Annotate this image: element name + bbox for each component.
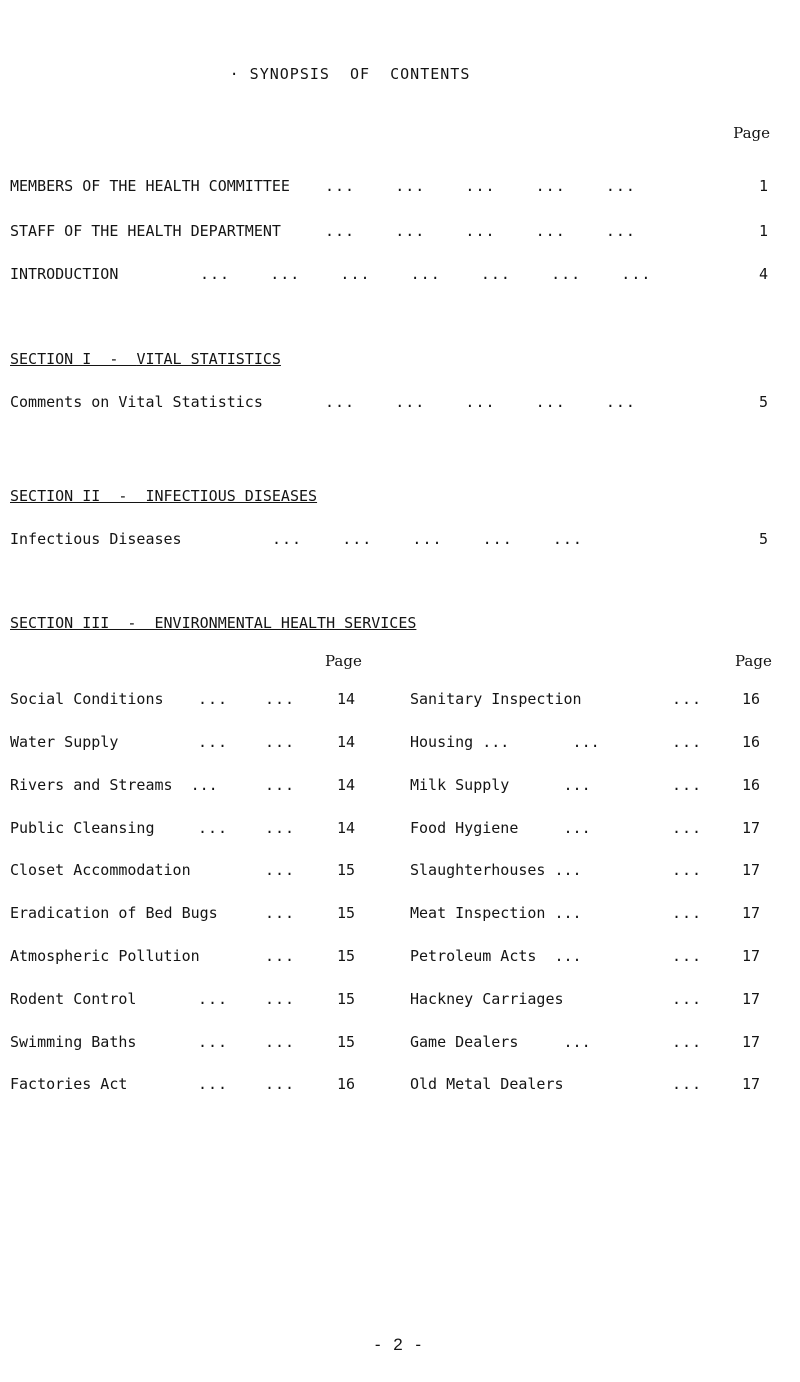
right-service-label: Food Hygiene ... — [410, 819, 591, 837]
page-column-header: Page — [733, 124, 770, 142]
right-service-label: Sanitary Inspection — [410, 690, 582, 708]
right-page-number: 17 — [742, 1075, 761, 1093]
leader-dots: ... ... ... ... ... ... ... — [200, 265, 652, 283]
left-service-label: Atmospheric Pollution — [10, 947, 200, 965]
leader-dots: ... — [672, 733, 703, 751]
left-service-label: Eradication of Bed Bugs — [10, 904, 218, 922]
right-page-number: 17 — [742, 947, 761, 965]
right-page-column-header: Page — [735, 652, 772, 670]
left-service-label: Rivers and Streams ... — [10, 776, 218, 794]
left-page-number: 15 — [337, 861, 356, 879]
toc-label: Comments on Vital Statistics — [10, 393, 263, 411]
left-page-number: 16 — [337, 1075, 356, 1093]
leader-dots: ... — [672, 1033, 703, 1051]
right-page-number: 16 — [742, 733, 761, 751]
leader-dots: ... ... ... ... ... — [325, 177, 636, 195]
toc-page-number: 1 — [758, 222, 768, 240]
leader-dots: ... ... ... ... ... — [272, 530, 583, 548]
right-page-number: 17 — [742, 861, 761, 879]
toc-entry-vital-statistics — [10, 393, 768, 415]
left-service-label: Social Conditions — [10, 690, 164, 708]
leader-dots: ... — [265, 690, 296, 708]
left-page-number: 14 — [337, 733, 356, 751]
toc-label: INTRODUCTION — [10, 265, 119, 283]
section-1-heading: SECTION I - VITAL STATISTICS — [10, 350, 281, 368]
services-row — [0, 1075, 800, 1097]
leader-dots: ... — [265, 947, 296, 965]
services-row — [0, 776, 800, 798]
services-row — [0, 904, 800, 926]
toc-entry-members — [10, 177, 768, 199]
left-page-number: 14 — [337, 690, 356, 708]
toc-page-number: 4 — [758, 265, 768, 283]
toc-entry-infectious-diseases — [10, 530, 768, 552]
leader-dots: ... — [198, 733, 229, 751]
leader-dots: ... — [265, 904, 296, 922]
left-service-label: Factories Act — [10, 1075, 128, 1093]
toc-label: STAFF OF THE HEALTH DEPARTMENT — [10, 222, 281, 240]
right-service-label: Petroleum Acts ... — [410, 947, 582, 965]
left-page-number: 15 — [337, 904, 356, 922]
leader-dots: ... — [198, 1033, 229, 1051]
services-row — [0, 990, 800, 1012]
leader-dots: ... — [265, 1075, 296, 1093]
services-row — [0, 1033, 800, 1055]
leader-dots: ... — [265, 990, 296, 1008]
leader-dots: ... — [672, 819, 703, 837]
right-page-number: 17 — [742, 904, 761, 922]
leader-dots: ... ... ... ... ... — [325, 393, 636, 411]
left-page-number: 15 — [337, 990, 356, 1008]
left-page-column-header: Page — [325, 652, 362, 670]
left-page-number: 15 — [337, 947, 356, 965]
leader-dots: ... ... ... ... ... — [325, 222, 636, 240]
leader-dots: ... — [672, 776, 703, 794]
toc-page-number: 1 — [758, 177, 768, 195]
page-number-footer: - 2 - — [374, 1335, 426, 1354]
right-service-label: Milk Supply ... — [410, 776, 591, 794]
leader-dots: ... — [265, 861, 296, 879]
services-row — [0, 690, 800, 712]
left-service-label: Closet Accommodation — [10, 861, 191, 879]
right-page-number: 16 — [742, 690, 761, 708]
right-service-label: Hackney Carriages — [410, 990, 564, 1008]
right-service-label: Meat Inspection ... — [410, 904, 582, 922]
leader-dots: ... — [198, 690, 229, 708]
leader-dots: ... — [672, 861, 703, 879]
right-service-label: Slaughterhouses ... — [410, 861, 582, 879]
services-row — [0, 861, 800, 883]
left-service-label: Rodent Control — [10, 990, 137, 1008]
leader-dots: ... — [672, 1075, 703, 1093]
left-page-number: 14 — [337, 776, 356, 794]
left-page-number: 14 — [337, 819, 356, 837]
right-page-number: 17 — [742, 990, 761, 1008]
services-row — [0, 733, 800, 755]
left-page-number: 15 — [337, 1033, 356, 1051]
toc-entry-introduction — [10, 265, 768, 287]
document-title: · SYNOPSIS OF CONTENTS — [229, 65, 471, 83]
leader-dots: ... — [672, 690, 703, 708]
leader-dots: ... — [198, 819, 229, 837]
toc-entry-staff — [10, 222, 768, 244]
toc-page-number: 5 — [758, 393, 768, 411]
right-page-number: 17 — [742, 819, 761, 837]
section-3-heading: SECTION III - ENVIRONMENTAL HEALTH SERVICES — [10, 614, 417, 632]
leader-dots: ... — [265, 819, 296, 837]
leader-dots: ... — [198, 990, 229, 1008]
right-service-label: Old Metal Dealers — [410, 1075, 564, 1093]
left-service-label: Swimming Baths — [10, 1033, 137, 1051]
toc-label: Infectious Diseases — [10, 530, 182, 548]
leader-dots: ... — [672, 947, 703, 965]
right-page-number: 17 — [742, 1033, 761, 1051]
left-service-label: Water Supply — [10, 733, 119, 751]
leader-dots: ... — [672, 904, 703, 922]
right-page-number: 16 — [742, 776, 761, 794]
leader-dots: ... — [265, 733, 296, 751]
left-service-label: Public Cleansing — [10, 819, 155, 837]
services-row — [0, 819, 800, 841]
leader-dots: ... — [672, 990, 703, 1008]
leader-dots: ... — [198, 1075, 229, 1093]
toc-page-number: 5 — [758, 530, 768, 548]
leader-dots: ... — [265, 1033, 296, 1051]
right-service-label: Game Dealers ... — [410, 1033, 591, 1051]
services-row — [0, 947, 800, 969]
right-service-label: Housing ... ... — [410, 733, 600, 751]
leader-dots: ... — [265, 776, 296, 794]
section-2-heading: SECTION II - INFECTIOUS DISEASES — [10, 487, 318, 505]
toc-label: MEMBERS OF THE HEALTH COMMITTEE — [10, 177, 290, 195]
